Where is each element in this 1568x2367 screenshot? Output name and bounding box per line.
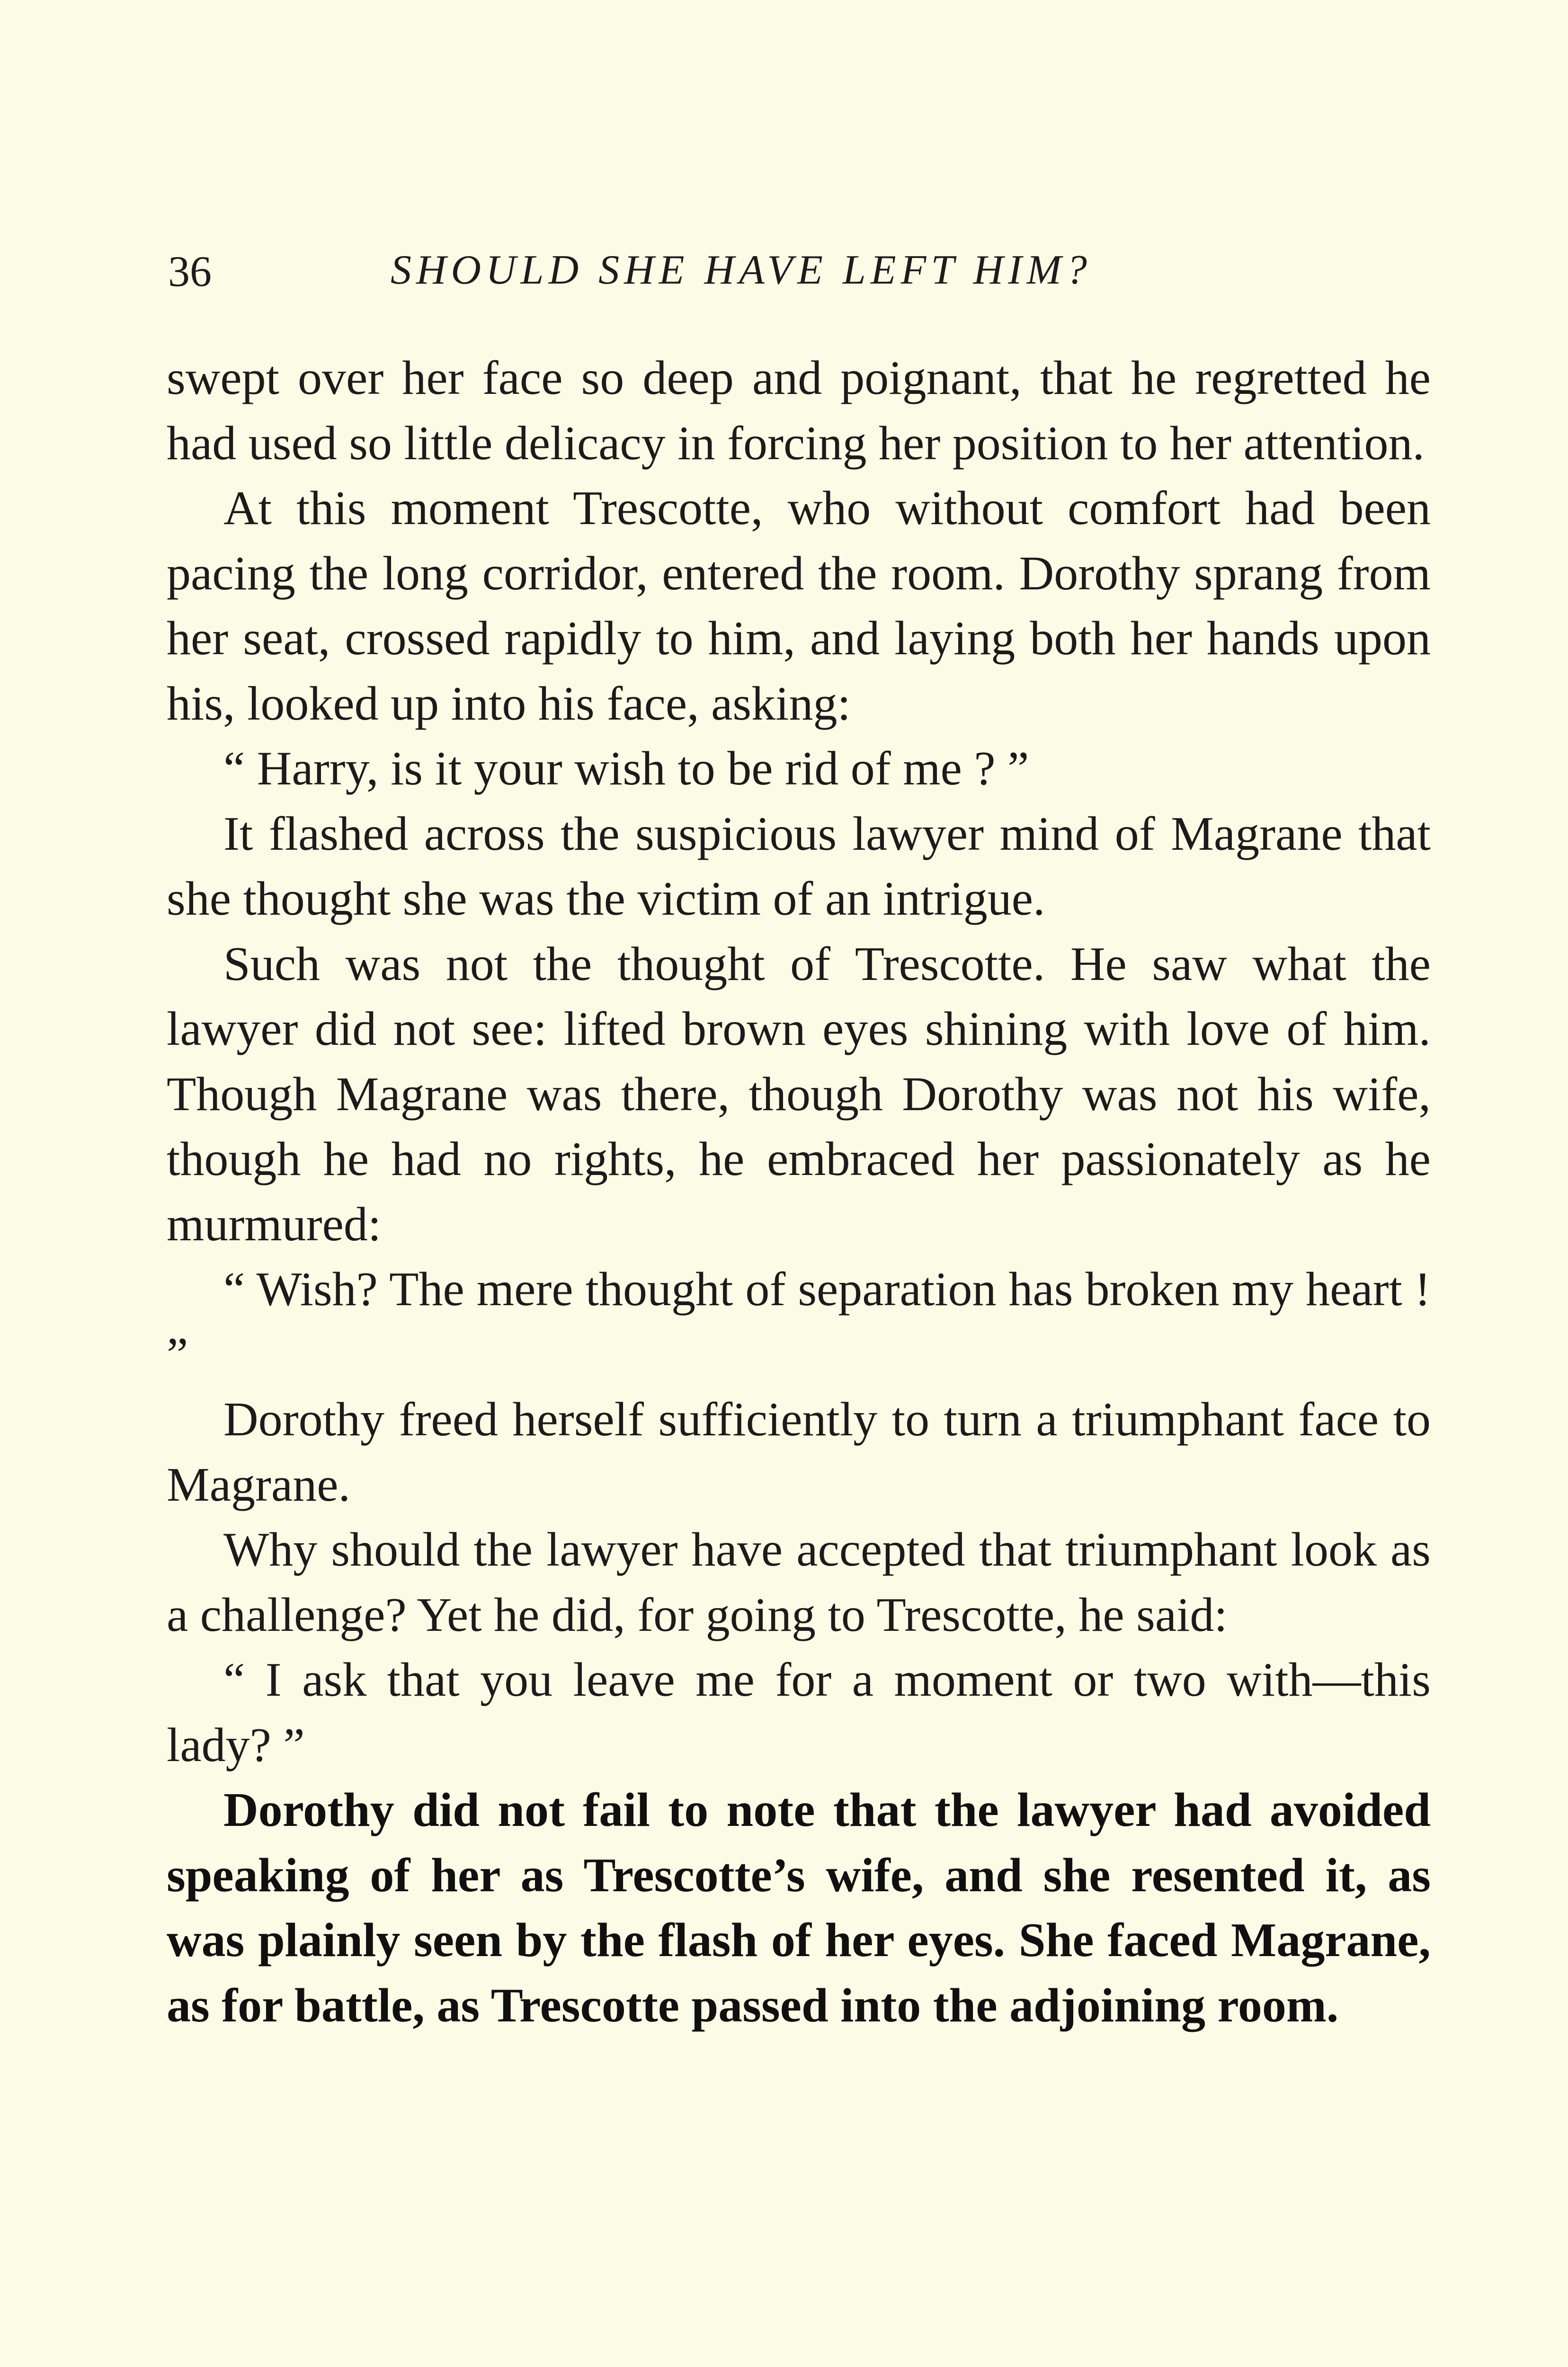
- paragraph: “ Harry, is it your wish to be rid of me ? ”: [223, 742, 1029, 795]
- paragraph: Dorothy freed herself sufficiently to turn a triumphant face to Magrane.: [167, 1393, 1431, 1512]
- page-number: 36: [168, 247, 212, 295]
- paragraph: “ I ask that you leave me for a moment or two with—this lady? ”: [167, 1653, 1431, 1772]
- paragraph: “ Wish? The mere thought of separation has broken my heart ! ”: [167, 1263, 1431, 1381]
- paragraph: At this moment Trescotte, who without comfort had been pacing the long corridor, entered the room. Dorothy sprang from her seat, crossed rapidly to him, and laying both her hands upon his, looked up into his face, asking:: [167, 481, 1431, 730]
- paragraph: swept over her face so deep and poignant, that he regretted he had used so little delicacy in forcing her position to her attention.: [167, 351, 1431, 470]
- body-text: [167, 346, 1431, 2038]
- page-header: [168, 246, 1432, 303]
- paragraph: Such was not the thought of Trescotte. He saw what the lawyer did not see: lifted brown eyes shining with love of him. Though Magrane was there, though Dorothy was not his wife, though he had no rights, he embraced her passionately as he murmured:: [167, 937, 1431, 1251]
- paragraph: Why should the lawyer have accepted that triumphant look as a challenge? Yet he did, for going to Trescotte, he said:: [167, 1523, 1431, 1642]
- paragraph: It flashed across the suspicious lawyer mind of Magrane that she thought she was the victim of an intrigue.: [167, 807, 1431, 925]
- paragraph: Dorothy did not fail to note that the lawyer had avoided speaking of her as Trescotte’s wife, and she resented it, as was plainly seen by the flash of her eyes. She faced Magrane, as for battle, as Trescotte passed into the adjoining room.: [167, 1783, 1431, 2032]
- running-title: SHOULD SHE HAVE LEFT HIM?: [391, 247, 1092, 293]
